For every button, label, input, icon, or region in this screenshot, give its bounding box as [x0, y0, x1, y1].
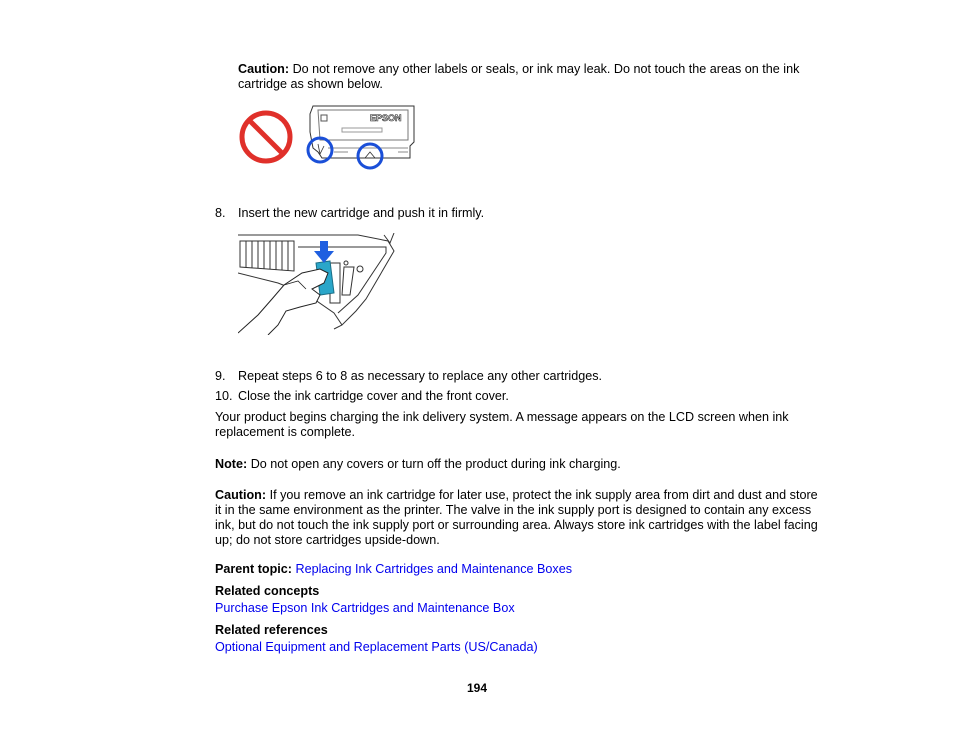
- insert-cartridge-illustration: [238, 233, 398, 335]
- related-concepts-heading: Related concepts: [215, 584, 320, 598]
- related-references-heading: Related references: [215, 623, 328, 637]
- note-notice: [215, 457, 835, 472]
- cartridge-illustration: [238, 102, 418, 174]
- push-arrow-icon: [314, 241, 334, 263]
- page-number: 194: [466, 681, 488, 695]
- charging-text: Your product begins charging the ink delivery system. A message appears on the LCD screen when ink replacement is complete.: [215, 410, 789, 439]
- related-concepts: [215, 584, 835, 616]
- caution-notice-top: [238, 62, 838, 92]
- prohibition-icon: [242, 113, 290, 161]
- step-number: 8.: [215, 206, 226, 220]
- parent-topic-link[interactable]: Replacing Ink Cartridges and Maintenance Boxes: [295, 562, 573, 576]
- caution-text: Do not remove any other labels or seals, or ink may leak. Do not touch the areas on the ink cartridge as shown below.: [238, 62, 800, 91]
- parent-topic: [215, 562, 835, 577]
- step-10: [215, 389, 835, 404]
- step-text: Repeat steps 6 to 8 as necessary to replace any other cartridges.: [238, 369, 603, 383]
- do-not-touch-circle-left: [308, 138, 332, 162]
- caution-text: If you remove an ink cartridge for later use, protect the ink supply area from dirt and dust and store it in the same environment as the printer. The valve in the ink supply port is designed to contain any excess ink, but do not touch the ink supply port or surrounding area. Always store ink cartridges with the label facing up; do not store cartridges upside-down.: [215, 488, 818, 547]
- insert-cartridge-figure: [238, 233, 398, 335]
- step-text: Insert the new cartridge and push it in firmly.: [238, 206, 485, 220]
- related-references: [215, 623, 835, 655]
- caution-label: Caution:: [215, 488, 267, 502]
- hand-drawing: [238, 269, 328, 335]
- step-number: 10.: [215, 389, 233, 403]
- note-label: Note:: [215, 457, 248, 471]
- step-number: 9.: [215, 369, 226, 383]
- step-8: [215, 206, 835, 221]
- related-concepts-link[interactable]: Purchase Epson Ink Cartridges and Maintenance Box: [215, 601, 515, 615]
- step-text: Close the ink cartridge cover and the front cover.: [238, 389, 509, 403]
- caution-notice-bottom: [215, 488, 827, 548]
- note-text: Do not open any covers or turn off the product during ink charging.: [250, 457, 621, 471]
- related-references-link[interactable]: Optional Equipment and Replacement Parts (US/Canada): [215, 640, 538, 654]
- charging-paragraph: [215, 410, 825, 440]
- epson-logo: EPSON: [370, 113, 402, 123]
- cartridge-touch-warning-figure: [238, 102, 418, 174]
- parent-topic-label: Parent topic:: [215, 562, 292, 576]
- step-9: [215, 369, 835, 384]
- caution-paragraph: [238, 62, 838, 92]
- caution-label: Caution:: [238, 62, 290, 76]
